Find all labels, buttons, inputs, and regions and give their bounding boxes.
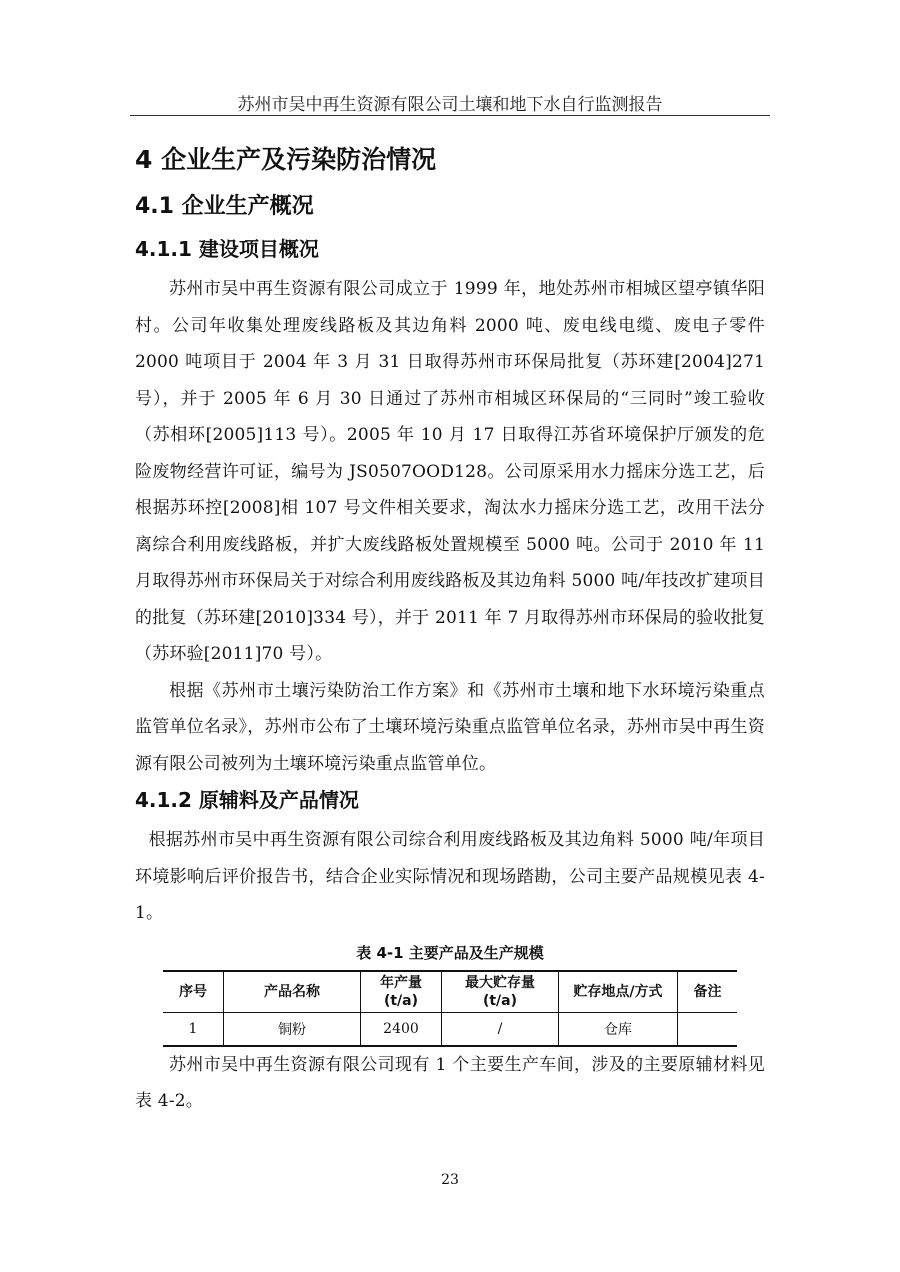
header-seq: 序号 [163, 971, 224, 1013]
paragraph-product-intro: 根据苏州市吴中再生资源有限公司综合利用废线路板及其边角料 5000 吨/年项目环境影响后评价报告书，结合企业实际情况和现场踏勘，公司主要产品规模见表 4-1。 [135, 830, 765, 923]
header-remark: 备注 [678, 971, 738, 1013]
cell-storage-location: 仓库 [559, 1012, 678, 1046]
header-annual-output-line1: 年产量 [380, 974, 422, 991]
running-header: 苏州市吴中再生资源有限公司土壤和地下水自行监测报告 [237, 95, 663, 115]
paragraph-materials-intro: 苏州市吴中再生资源有限公司现有 1 个主要生产车间，涉及的主要原辅材料见表 4-2。 [135, 1054, 765, 1111]
cell-remark [678, 1012, 738, 1046]
cell-max-storage: / [442, 1012, 559, 1046]
cell-annual-output: 2400 [361, 1012, 442, 1046]
subsection-heading-overview: 4.1.1 建设项目概况 [135, 237, 319, 261]
header-product-name: 产品名称 [224, 971, 361, 1013]
subsection-heading-materials: 4.1.2 原辅料及产品情况 [135, 788, 359, 812]
header-storage-location: 贮存地点/方式 [559, 971, 678, 1013]
paragraph-company-overview: 苏州市吴中再生资源有限公司成立于 1999 年，地处苏州市相城区望亭镇华阳村。公司年收集处理废线路板及其边角料 2000 吨、废电线电缆、废电子零件 2000 吨项目于 2004 年 3 月 31 日取得苏州市环保局批复（苏环建[2004]271 号），并于 2005 年 6 月 30 日通过了苏州市相城区环保局的“三同时”竣工验收（苏相环[2005]113 号）。2005 年 10 月 17 日取得江苏省环境保护厅颁发的危险废物经营许可证，编号为 JS0507OOD128。公司原采用水力摇床分选工艺，后根据苏环控[2008]相 107 号文件相关要求，淘汰水力摇床分选工艺，改用干法分离综合利用废线路板，并扩大废线路板处置规模至 5000 吨。公司于 2010 年 11 月取得苏州市环保局关于对综合利用废线路板及其边角料 5000 吨/年技改扩建项目的批复（苏环建[2010]334 号），并于 2011 年 7 月取得苏州市环保局的验收批复（苏环验[2011]70 号）。 [135, 279, 765, 664]
table-caption: 表 4-1 主要产品及生产规模 [356, 943, 544, 962]
header-max-storage-line2: (t/a) [482, 992, 518, 1009]
table-row [163, 1012, 737, 1046]
header-max-storage-line1: 最大贮存量 [465, 974, 535, 991]
paragraph-regulatory-list: 根据《苏州市土壤污染防治工作方案》和《苏州市土壤和地下水环境污染重点监管单位名录》，苏州市公布了土壤环境污染重点监管单位名录，苏州市吴中再生资源有限公司被列为土壤环境污染重点监管单位。 [135, 680, 765, 774]
cell-product-name: 铜粉 [224, 1012, 361, 1046]
header-annual-output [361, 971, 442, 1013]
cell-seq: 1 [163, 1012, 224, 1046]
chapter-heading: 4 企业生产及污染防治情况 [135, 145, 437, 174]
page-number: 23 [441, 1172, 459, 1188]
header-rule [130, 115, 770, 116]
header-max-storage [442, 971, 559, 1013]
section-heading: 4.1 企业生产概况 [135, 194, 314, 219]
table-header-row [163, 971, 737, 1013]
products-table [163, 970, 737, 1047]
page-content [135, 138, 765, 1120]
header-annual-output-line2: (t/a) [383, 992, 419, 1009]
